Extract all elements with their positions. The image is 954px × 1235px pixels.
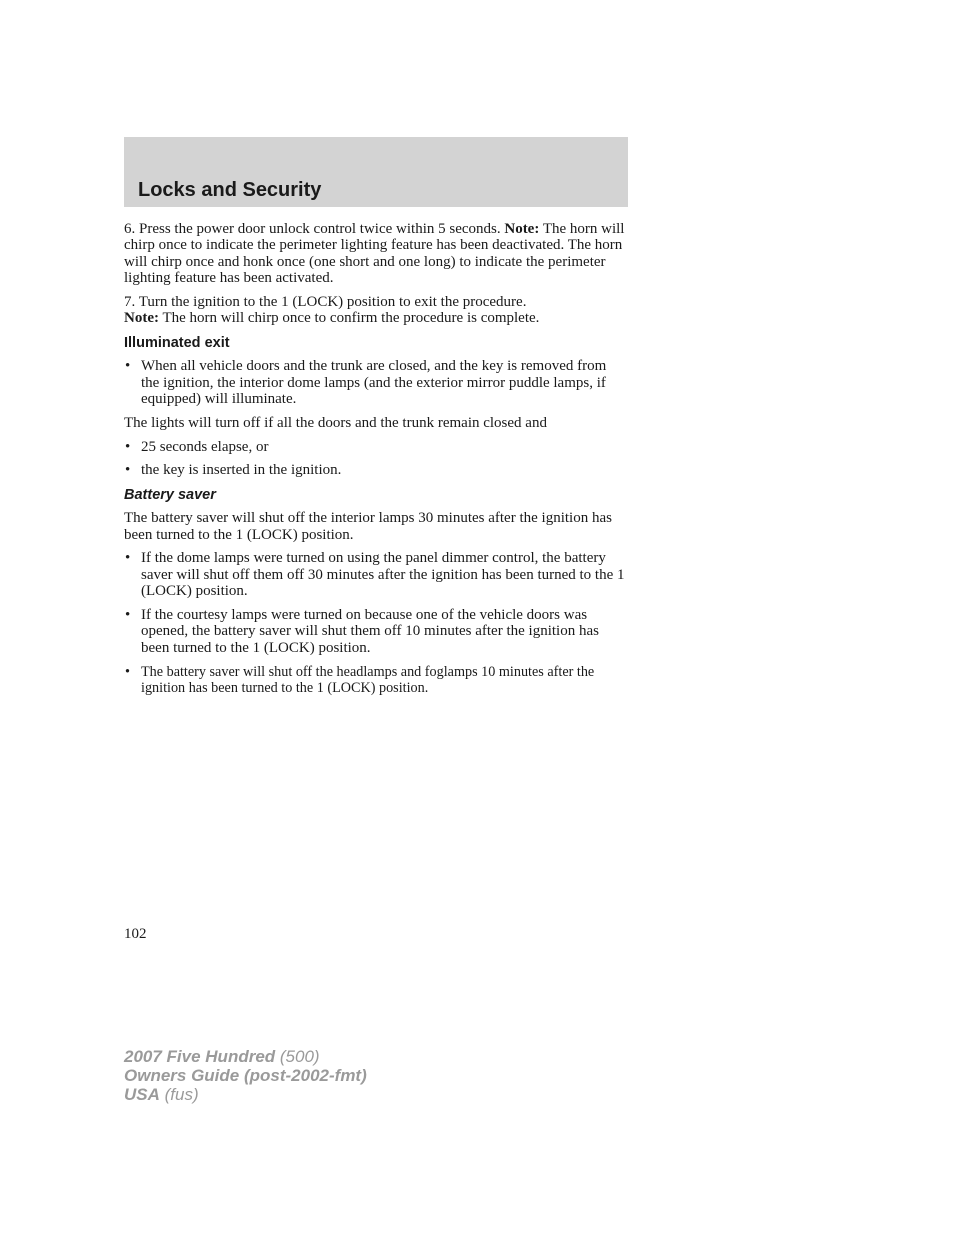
footer-line-3 xyxy=(124,1085,367,1104)
footer-line-1 xyxy=(124,1047,367,1066)
step-6-note-text: The horn will chirp once to indicate the perimeter lighting feature has been deactivated. The horn will chirp once and honk once (one short and one long) to indicate the perimeter lighting feature has been activated. xyxy=(124,221,625,287)
step-7-note-label: Note: xyxy=(124,310,159,327)
footer-model: 2007 Five Hundred xyxy=(124,1047,276,1066)
illuminated-exit-paragraph: The lights will turn off if all the doors and the trunk remain closed and xyxy=(124,414,547,431)
list-item-text: The battery saver will shut off the headlamps and foglamps 10 minutes after the ignition has been turned to the 1 (LOCK) position. xyxy=(141,663,595,697)
step-7-paragraph xyxy=(124,294,628,327)
bullet-icon: • xyxy=(125,663,130,680)
illuminated-exit-list-2 xyxy=(124,439,628,479)
list-item xyxy=(124,358,628,407)
footer-market: USA xyxy=(124,1085,160,1104)
battery-saver-list xyxy=(124,550,628,696)
bullet-icon: • xyxy=(125,438,131,455)
list-item xyxy=(124,439,628,455)
bullet-icon: • xyxy=(125,607,131,624)
page-number: 102 xyxy=(124,926,147,942)
list-item-text: If the dome lamps were turned on using the panel dimmer control, the battery saver will shut off them off 30 minutes after the ignition has been turned to the 1 (LOCK) position. xyxy=(141,550,625,600)
illuminated-exit-list-1 xyxy=(124,358,628,407)
footer-line-2: Owners Guide (post-2002-fmt) xyxy=(124,1066,367,1085)
footer-model-code: (500) xyxy=(275,1047,320,1066)
battery-saver-heading: Battery saver xyxy=(124,487,216,504)
list-item xyxy=(124,664,628,697)
bullet-icon: • xyxy=(125,550,131,567)
illuminated-exit-heading: Illuminated exit xyxy=(124,335,230,352)
footer-market-code: (fus) xyxy=(159,1085,199,1104)
bullet-icon: • xyxy=(125,358,131,375)
step-7-note-text: The horn will chirp once to confirm the procedure is complete. xyxy=(158,310,540,327)
battery-saver-paragraph: The battery saver will shut off the interior lamps 30 minutes after the ignition has been turned to the 1 (LOCK) position. xyxy=(124,510,612,543)
step-6-text: 6. Press the power door unlock control twice within 5 seconds. xyxy=(124,221,505,237)
section-title: Locks and Security xyxy=(138,179,322,201)
list-item-text: If the courtesy lamps were turned on because one of the vehicle doors was opened, the battery saver will shut them off 10 minutes after the ignition has been turned to the 1 (LOCK) position. xyxy=(141,607,599,656)
list-item xyxy=(124,550,628,599)
list-item xyxy=(124,462,628,478)
list-item xyxy=(124,607,628,656)
bullet-icon: • xyxy=(125,462,131,479)
list-item-text: When all vehicle doors and the trunk are closed, and the key is removed from the ignition, the interior dome lamps (and the exterior mirror puddle lamps, if equipped) will illuminate. xyxy=(141,358,607,408)
step-7-text: 7. Turn the ignition to the 1 (LOCK) position to exit the procedure. xyxy=(124,294,527,311)
document-footer xyxy=(124,1047,367,1104)
step-6-note-label: Note: xyxy=(504,221,540,237)
section-header-band xyxy=(124,137,628,207)
page-content xyxy=(124,221,628,704)
list-item-text: 25 seconds elapse, or xyxy=(141,438,269,455)
step-6-paragraph xyxy=(124,221,628,287)
list-item-text: the key is inserted in the ignition. xyxy=(141,462,342,479)
